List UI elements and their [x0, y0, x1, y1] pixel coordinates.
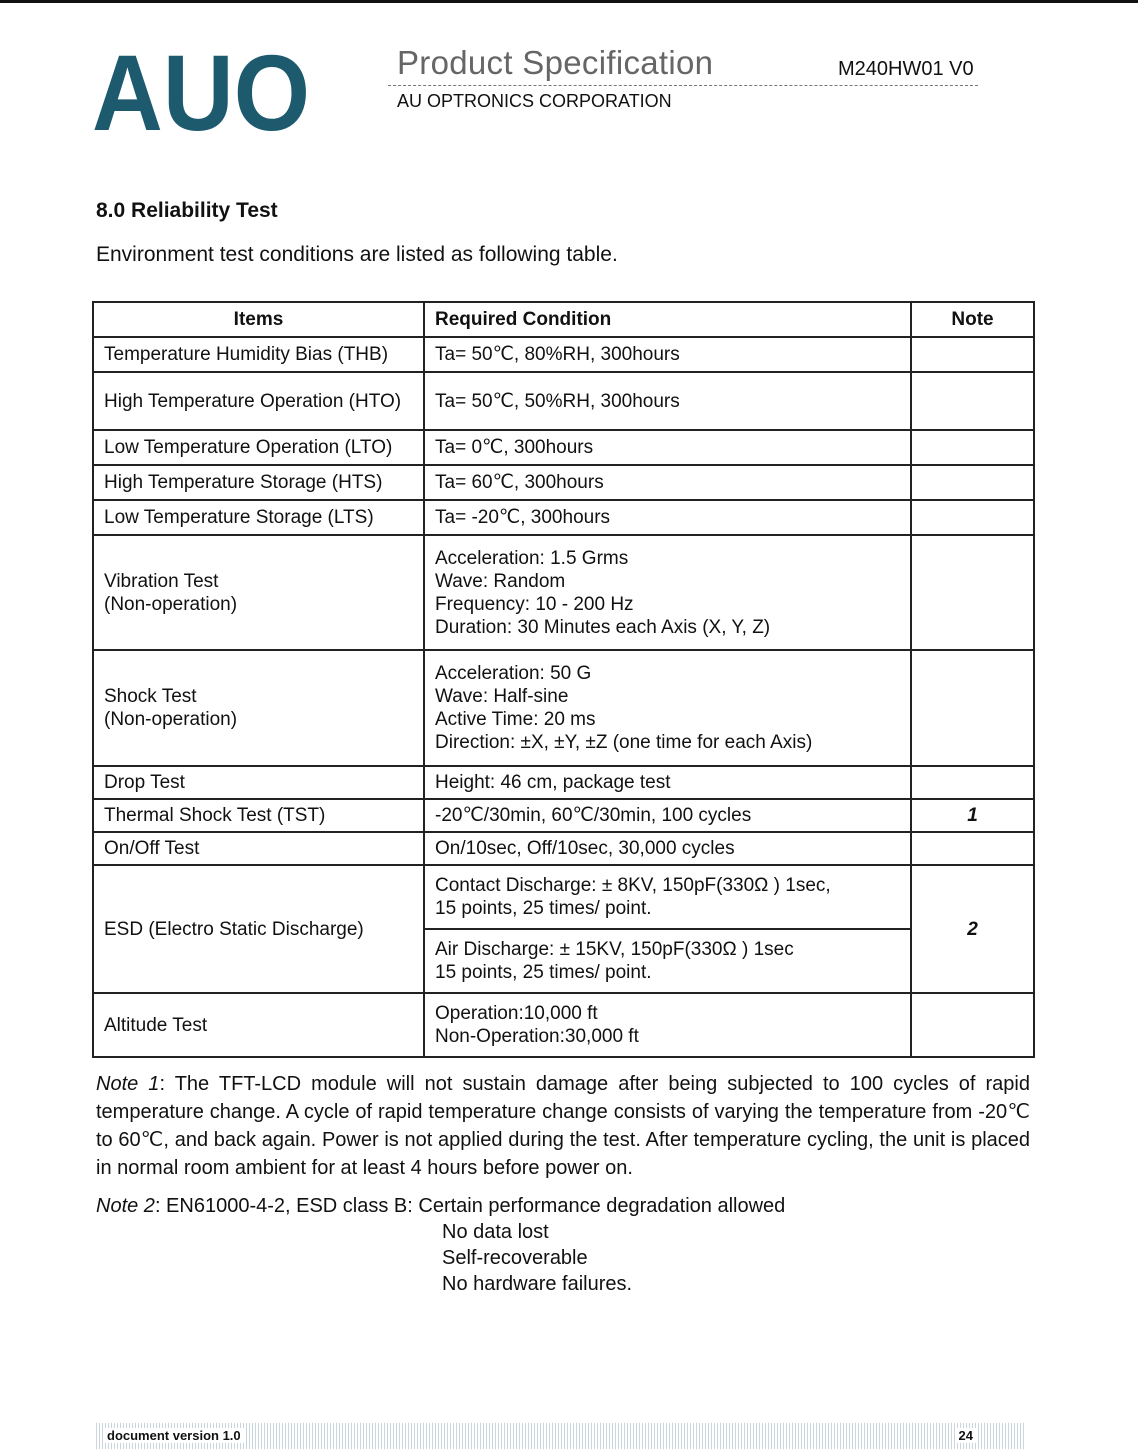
header-condition: Required Condition [424, 302, 911, 337]
reliability-test-table [92, 301, 1035, 1058]
product-spec-title: Product Specification [397, 44, 714, 81]
table-row [93, 372, 1034, 430]
model-number: M240HW01 V0 [838, 58, 974, 80]
condition-line: Wave: Random [435, 570, 566, 592]
condition-line: Frequency: 10 - 200 Hz [435, 593, 634, 615]
note-2-line: No data lost [442, 1221, 549, 1243]
table-row [93, 799, 1034, 832]
item-line: Vibration Test [104, 570, 219, 592]
condition-line: Active Time: 20 ms [435, 709, 596, 730]
item-cell: Temperature Humidity Bias (THB) [93, 337, 424, 372]
note-1-label: Note 1 [96, 1073, 160, 1095]
page-number: 24 [956, 1428, 976, 1443]
note-2-line: Self-recoverable [442, 1247, 588, 1269]
condition-cell: Ta= 50℃, 80%RH, 300hours [424, 337, 911, 372]
top-border [0, 0, 1138, 3]
page-footer [96, 1423, 1024, 1449]
item-line: (Non-operation) [104, 593, 238, 615]
item-cell: On/Off Test [93, 832, 424, 865]
item-cell: High Temperature Storage (HTS) [93, 465, 424, 500]
note-2-text: : EN61000-4-2, ESD class B: Certain performance degradation allowed [154, 1195, 786, 1217]
company-name: AU OPTRONICS CORPORATION [397, 91, 672, 111]
item-cell: Thermal Shock Test (TST) [93, 799, 424, 832]
condition-line: 15 points, 25 times/ point. [435, 962, 652, 983]
header-divider [388, 85, 978, 86]
note-2 [96, 1192, 1030, 1296]
condition-cell: Ta= 60℃, 300hours [424, 465, 911, 500]
table-row [93, 993, 1034, 1057]
note-2-line: No hardware failures. [442, 1273, 633, 1295]
condition-cell: Ta= -20℃, 300hours [424, 500, 911, 535]
note-cell [911, 430, 1034, 465]
item-line: (Non-operation) [104, 709, 238, 730]
table-row [93, 465, 1034, 500]
auo-logo [92, 50, 312, 134]
table-row [93, 832, 1034, 865]
item-cell [93, 535, 424, 650]
note-cell [911, 993, 1034, 1057]
condition-line: Contact Discharge: ± 8KV, 150pF(330Ω ) 1sec, [435, 875, 831, 896]
note-cell [911, 766, 1034, 799]
note-2-label: Note 2 [96, 1195, 155, 1217]
table-row [93, 650, 1034, 766]
table-row [93, 865, 1034, 929]
note-1-text: : The TFT-LCD module will not sustain damage after being subjected to 100 cycles of rapid temperature change. A cycle of rapid temperature change consists of varying the temperature from -20℃ to 60℃, and back again. Power is not applied during the test. After temperature cycling, the unit is placed in normal room ambient for at least 4 hours before power on. [96, 1073, 1030, 1179]
note-cell [911, 535, 1034, 650]
note-cell [911, 500, 1034, 535]
condition-cell [424, 535, 911, 650]
table-row [93, 535, 1034, 650]
note-cell [911, 372, 1034, 430]
item-cell: Drop Test [93, 766, 424, 799]
document-version: document version 1.0 [104, 1428, 244, 1443]
section-title: 8.0 Reliability Test [96, 199, 278, 222]
note-cell [911, 650, 1034, 766]
note-1 [96, 1070, 1030, 1182]
condition-line: Air Discharge: ± 15KV, 150pF(330Ω ) 1sec [435, 939, 794, 960]
header-items: Items [93, 302, 424, 337]
table-header-row [93, 302, 1034, 337]
condition-cell [424, 650, 911, 766]
item-cell: Altitude Test [93, 993, 424, 1057]
note-cell [911, 465, 1034, 500]
condition-line: Duration: 30 Minutes each Axis (X, Y, Z) [435, 616, 771, 638]
condition-cell: On/10sec, Off/10sec, 30,000 cycles [424, 832, 911, 865]
condition-line: Wave: Half-sine [435, 686, 569, 707]
note-cell [911, 337, 1034, 372]
condition-line: 15 points, 25 times/ point. [435, 898, 652, 919]
condition-cell: -20℃/30min, 60℃/30min, 100 cycles [424, 799, 911, 832]
notes-section [96, 1070, 1030, 1296]
condition-cell: Ta= 0℃, 300hours [424, 430, 911, 465]
table-row [93, 766, 1034, 799]
item-cell: Low Temperature Operation (LTO) [93, 430, 424, 465]
condition-cell [424, 865, 911, 929]
item-cell: Low Temperature Storage (LTS) [93, 500, 424, 535]
table-row [93, 500, 1034, 535]
section-intro: Environment test conditions are listed as following table. [96, 243, 618, 266]
condition-cell [424, 993, 911, 1057]
table-row [93, 337, 1034, 372]
item-line: Shock Test [104, 686, 197, 707]
note-2-line [96, 1192, 1030, 1218]
item-cell [93, 650, 424, 766]
header-note: Note [911, 302, 1034, 337]
condition-line: Non-Operation:30,000 ft [435, 1026, 639, 1047]
note-cell: 2 [911, 865, 1034, 993]
auo-logo-text: AUO [92, 50, 310, 134]
table-row [93, 430, 1034, 465]
note-cell [911, 832, 1034, 865]
condition-cell: Height: 46 cm, package test [424, 766, 911, 799]
condition-cell [424, 929, 911, 993]
condition-cell: Ta= 50℃, 50%RH, 300hours [424, 372, 911, 430]
condition-line: Direction: ±X, ±Y, ±Z (one time for each Axis) [435, 732, 813, 753]
note-cell: 1 [911, 799, 1034, 832]
item-cell: ESD (Electro Static Discharge) [93, 865, 424, 993]
condition-line: Acceleration: 50 G [435, 663, 592, 684]
condition-line: Acceleration: 1.5 Grms [435, 547, 629, 569]
condition-line: Operation:10,000 ft [435, 1003, 598, 1024]
item-cell: High Temperature Operation (HTO) [93, 372, 424, 430]
